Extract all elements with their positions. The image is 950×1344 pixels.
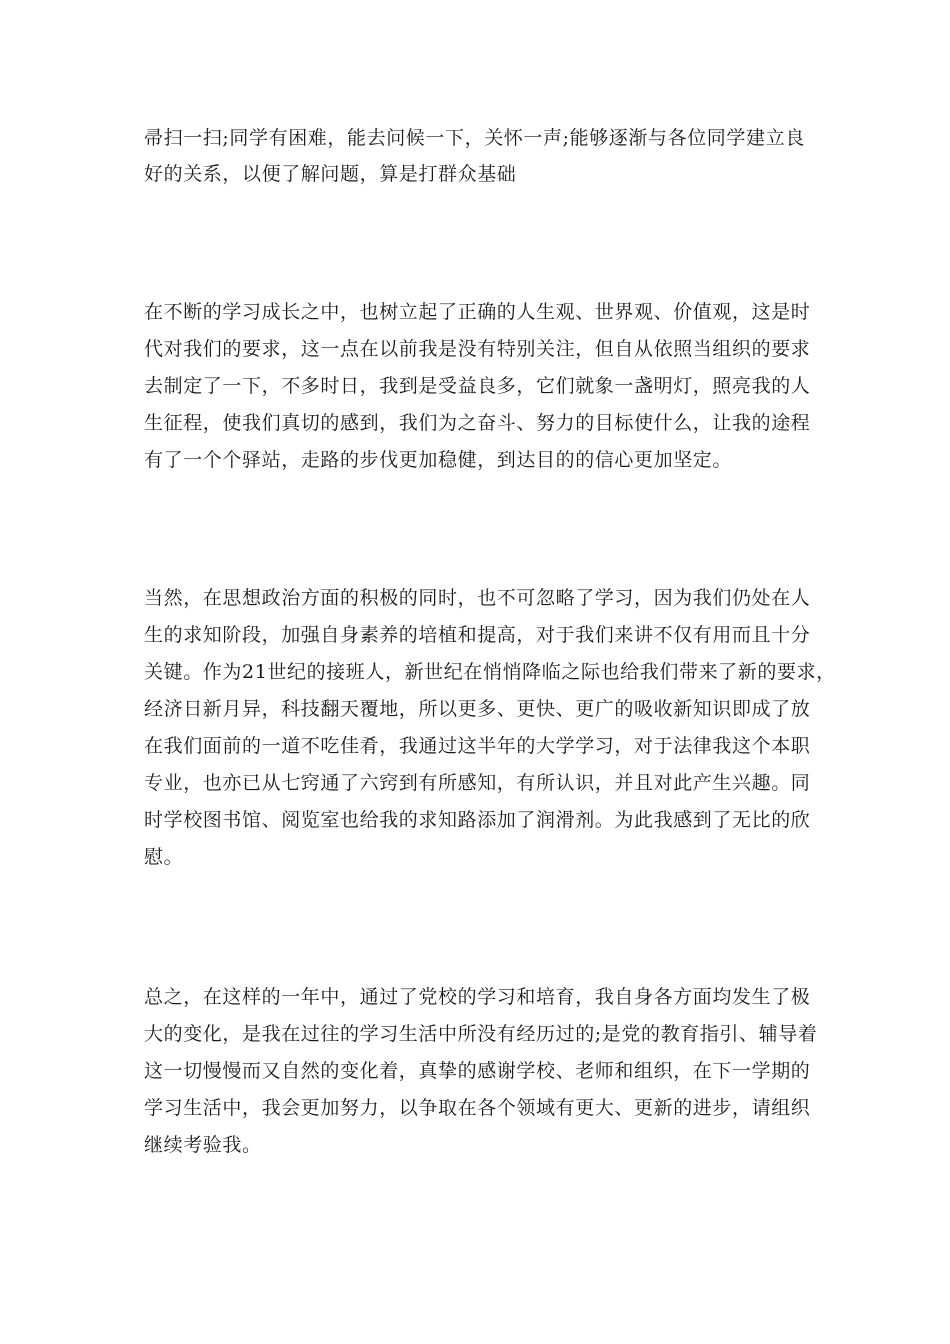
paragraph-3-line-4: 经济日新月异，科技翻天覆地，所以更多、更快、更广的吸收新知识即成了放 xyxy=(144,698,811,720)
paragraph-3-line-6: 专业，也亦已从七窍通了六窍到有所感知，有所认识，并且对此产生兴趣。同 xyxy=(144,772,811,794)
paragraph-2-line-5: 有了一个个驿站，走路的步伐更加稳健，到达目的的信心更加坚定。 xyxy=(144,449,733,471)
paragraph-4-line-2: 大的变化，是我在过往的学习生活中所没有经历过的;是党的教育指引、辅导着 xyxy=(144,1023,818,1045)
paragraph-4-line-1: 总之，在这样的一年中，通过了党校的学习和培育，我自身各方面均发生了极 xyxy=(144,986,811,1008)
paragraph-1-line-1: 帚扫一扫;同学有困难，能去问候一下，关怀一声;能够逐渐与各位同学建立良 xyxy=(144,127,805,149)
paragraph-2-line-2: 代对我们的要求，这一点在以前我是没有特别关注，但自从依照当组织的要求 xyxy=(144,338,811,360)
paragraph-2-line-3: 去制定了一下，不多时日，我到是受益良多，它们就象一盏明灯，照亮我的人 xyxy=(144,375,811,397)
paragraph-3-line-5: 在我们面前的一道不吃佳肴，我通过这半年的大学学习，对于法律我这个本职 xyxy=(144,735,811,757)
paragraph-3-line-1: 当然，在思想政治方面的积极的同时，也不可忽略了学习，因为我们仍处在人 xyxy=(144,587,811,609)
paragraph-3-line-2: 生的求知阶段，加强自身素养的培植和提高，对于我们来讲不仅有用而且十分 xyxy=(144,624,811,646)
paragraph-4-line-5: 继续考验我。 xyxy=(144,1134,262,1156)
paragraph-4-line-3: 这一切慢慢而又自然的变化着，真挚的感谢学校、老师和组织，在下一学期的 xyxy=(144,1060,811,1082)
paragraph-3-line-3: 关键。作为21世纪的接班人，新世纪在悄悄降临之际也给我们带来了新的要求， xyxy=(144,661,836,683)
paragraph-2-line-4: 生征程，使我们真切的感到，我们为之奋斗、努力的目标使什么，让我的途程 xyxy=(144,412,811,434)
paragraph-1-line-2: 好的关系，以便了解问题，算是打群众基础 xyxy=(144,163,517,185)
paragraph-2-line-1: 在不断的学习成长之中，也树立起了正确的人生观、世界观、价值观，这是时 xyxy=(144,301,811,323)
paragraph-4-line-4: 学习生活中，我会更加努力，以争取在各个领域有更大、更新的进步，请组织 xyxy=(144,1097,811,1119)
paragraph-3-line-8: 慰。 xyxy=(144,846,184,868)
paragraph-3-line-7: 时学校图书馆、阅览室也给我的求知路添加了润滑剂。为此我感到了无比的欣 xyxy=(144,809,811,831)
